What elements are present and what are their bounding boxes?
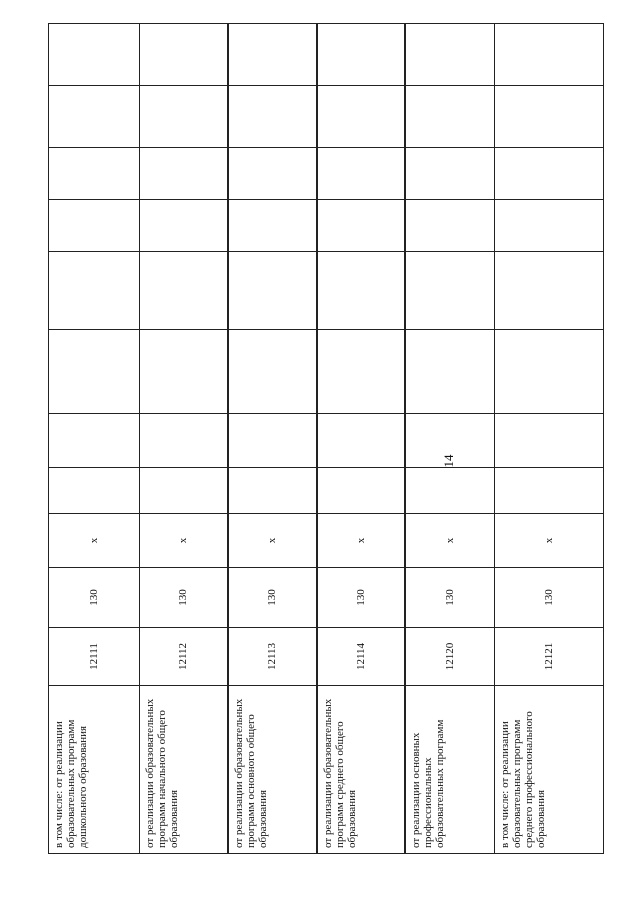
empty-cell — [317, 148, 406, 200]
empty-cell — [228, 252, 317, 330]
empty-cell — [494, 148, 603, 200]
empty-cell — [228, 24, 317, 86]
empty-cell — [49, 414, 140, 468]
empty-cell — [228, 330, 317, 414]
row-number: 130 — [405, 568, 494, 628]
empty-cell — [405, 148, 494, 200]
row-number: 130 — [139, 568, 228, 628]
table-row — [317, 24, 406, 854]
row-label: в том числе: от реализации образовательных программ дошкольного образования — [49, 686, 140, 854]
empty-cell — [139, 468, 228, 514]
empty-cell — [494, 468, 603, 514]
empty-cell — [139, 200, 228, 252]
empty-cell — [317, 24, 406, 86]
empty-cell — [494, 414, 603, 468]
empty-cell — [139, 24, 228, 86]
empty-cell — [494, 24, 603, 86]
row-label: от реализации образовательных программ начального общего образования — [139, 686, 228, 854]
empty-cell — [49, 330, 140, 414]
page-number: 14 — [441, 454, 456, 468]
empty-cell — [139, 414, 228, 468]
row-label: от реализации образовательных программ среднего общего образования — [317, 686, 406, 854]
row-code: 12113 — [228, 628, 317, 686]
row-mark: x — [139, 514, 228, 568]
row-code: 12121 — [494, 628, 603, 686]
financial-table — [48, 23, 604, 854]
empty-cell — [405, 200, 494, 252]
row-code: 12114 — [317, 628, 406, 686]
empty-cell — [49, 24, 140, 86]
empty-cell — [228, 86, 317, 148]
empty-cell — [405, 414, 494, 468]
row-code: 12120 — [405, 628, 494, 686]
empty-cell — [139, 148, 228, 200]
row-mark: x — [228, 514, 317, 568]
empty-cell — [49, 252, 140, 330]
empty-cell — [49, 86, 140, 148]
table-row — [228, 24, 317, 854]
empty-cell — [405, 252, 494, 330]
empty-cell — [494, 330, 603, 414]
row-code: 12112 — [139, 628, 228, 686]
table-container — [48, 24, 604, 854]
empty-cell — [228, 414, 317, 468]
row-mark: x — [494, 514, 603, 568]
table-row — [405, 24, 494, 854]
row-number: 130 — [317, 568, 406, 628]
row-number: 130 — [49, 568, 140, 628]
empty-cell — [317, 414, 406, 468]
empty-cell — [49, 468, 140, 514]
row-mark: x — [49, 514, 140, 568]
empty-cell — [405, 24, 494, 86]
empty-cell — [228, 148, 317, 200]
row-label: от реализации основных профессиональных образовательных программ — [405, 686, 494, 854]
table-row — [139, 24, 228, 854]
empty-cell — [228, 468, 317, 514]
empty-cell — [139, 252, 228, 330]
empty-cell — [405, 86, 494, 148]
row-label: в том числе: от реализации образовательных программ среднего профессионального образования — [494, 686, 603, 854]
empty-cell — [405, 330, 494, 414]
table-row — [49, 24, 140, 854]
empty-cell — [494, 86, 603, 148]
empty-cell — [494, 252, 603, 330]
row-number: 130 — [228, 568, 317, 628]
row-mark: x — [317, 514, 406, 568]
row-number: 130 — [494, 568, 603, 628]
empty-cell — [139, 330, 228, 414]
empty-cell — [228, 200, 317, 252]
row-code: 12111 — [49, 628, 140, 686]
empty-cell — [49, 148, 140, 200]
empty-cell — [405, 468, 494, 514]
empty-cell — [49, 200, 140, 252]
empty-cell — [317, 200, 406, 252]
empty-cell — [317, 252, 406, 330]
empty-cell — [494, 200, 603, 252]
row-mark: x — [405, 514, 494, 568]
empty-cell — [317, 330, 406, 414]
empty-cell — [139, 86, 228, 148]
table-row — [494, 24, 603, 854]
row-label: от реализации образовательных программ основного общего образования — [228, 686, 317, 854]
empty-cell — [317, 86, 406, 148]
empty-cell — [317, 468, 406, 514]
